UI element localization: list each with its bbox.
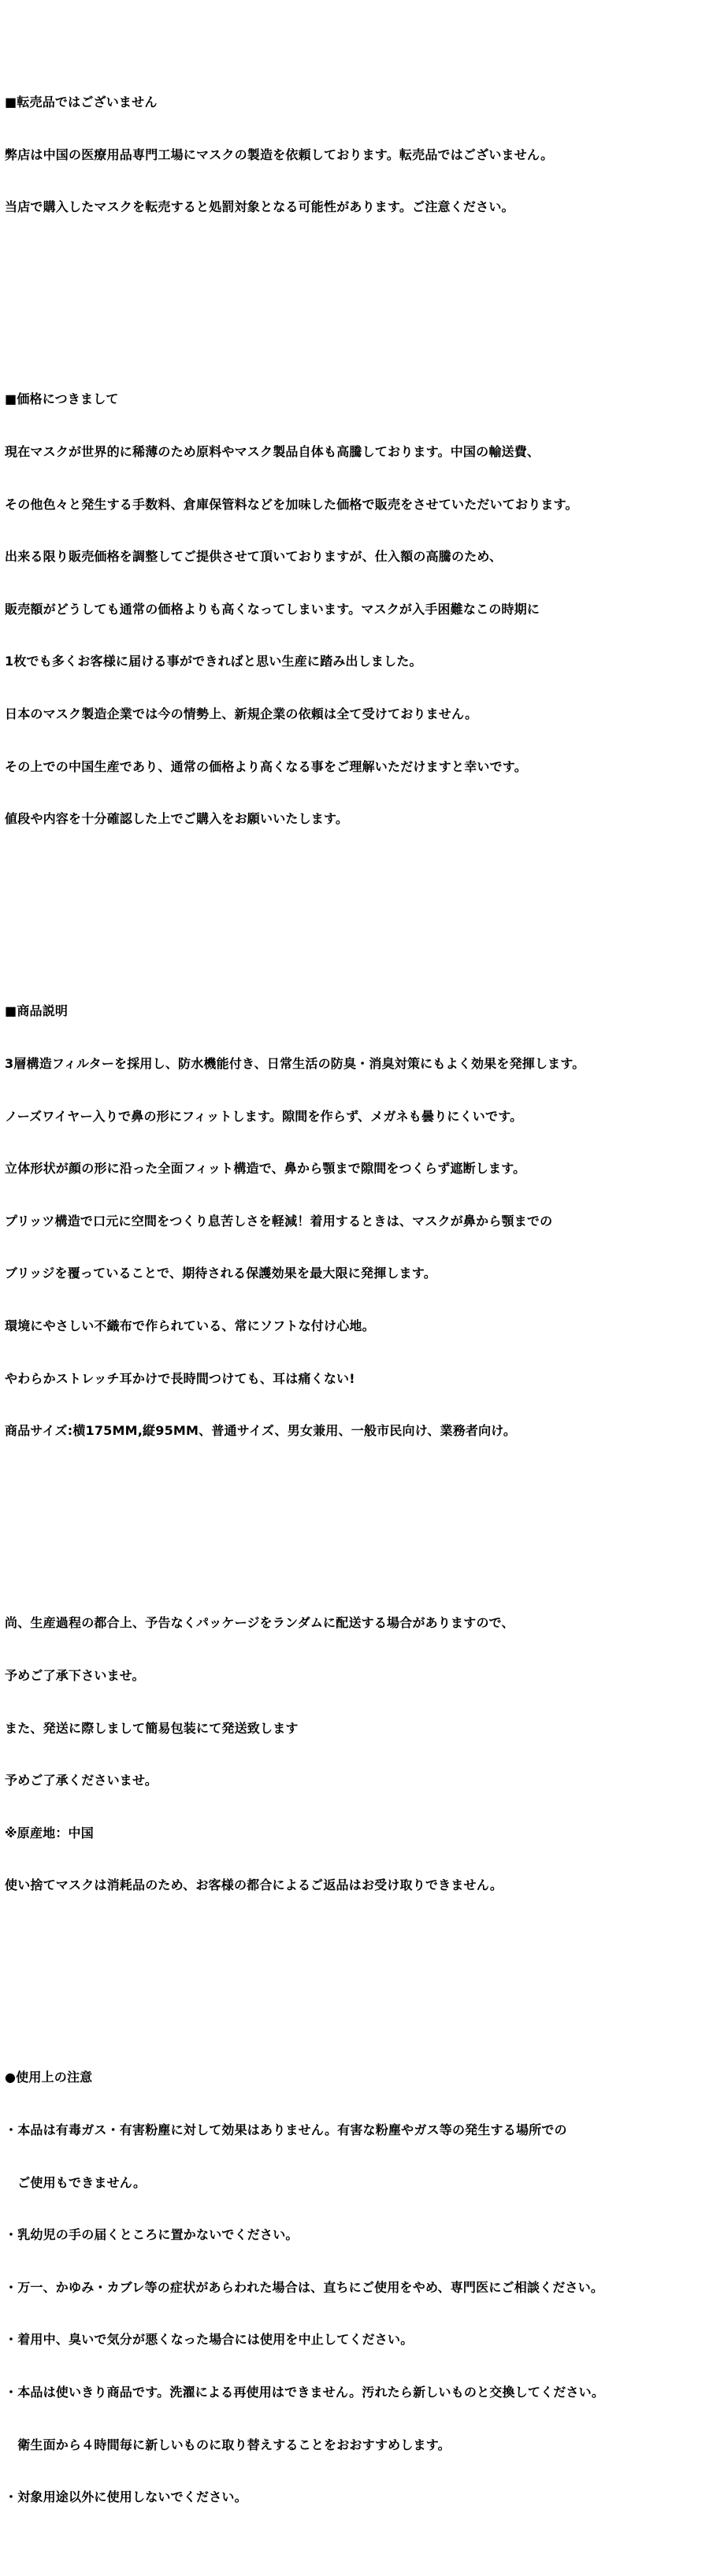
text-line: 衛生面から４時間毎に新しいものに取り替えすることをおおすすめします。 [5,2437,451,2452]
text-line: 予めご了承くださいませ。 [5,1773,158,1788]
text-line: 環境にやさしい不織布で作られている、常にソフトな付け心地。 [5,1318,375,1333]
text-line: また、発送に際しまして簡易包装にて発送致します [5,1720,299,1736]
text-line: ブリッジを覆っていることで、期待される保護効果を最大限に発揮します。 [5,1266,436,1281]
text-line: その他色々と発生する手数料、倉庫保管料などを加味した価格で販売をさせていただいております。 [5,496,578,512]
text-line: 商品サイズ:横175MM,縦95MM、普通サイズ、男女兼用、一般市民向け、業務者向け。 [5,1423,517,1439]
text-line: 値段や内容を十分確認した上でご購入をお願いいたします。 [5,811,349,827]
text-line: 3層構造フィルターを採用し、防水機能付き、日常生活の防臭・消臭対策にもよく効果を発揮します。 [5,1055,585,1071]
text-line: ※原産地：中国 [5,1825,94,1840]
paragraph-gap [5,1510,704,1527]
text-line: ・着用中、臭いで気分が悪くなった場合には使用を中止してください。 [5,2332,414,2348]
text-line: 立体形状が顔の形に沿った全面フィット構造で、鼻から顎まで隙間をつくらず遮断します。 [5,1161,526,1177]
section-heading: ●使用上の注意 [5,2070,93,2085]
text-line: 日本のマスク製造企業では今の情勢上、新規企業の依頼は全て受けておりません。 [5,706,478,721]
section-heading: ■商品説明 [5,1003,69,1019]
text-line: プリッツ構造で口元に空間をつくり息苦しさを軽減！着用するときは、マスクが鼻から顎までの [5,1213,553,1229]
section-resale-notice [5,59,704,251]
text-line: ・本品は有毒ガス・有害粉塵に対して効果はありません。有害な粉塵やガス等の発生する場所での [5,2122,567,2138]
text-line: 予めご了承下さいませ。 [5,1667,145,1683]
paragraph-gap [5,1964,704,1981]
text-line: ・本品は使いきり商品です。洗濯による再使用はできません。汚れたら新しいものと交換してください。 [5,2385,605,2400]
section-heading: ■転売品ではございません [5,95,158,110]
text-line: 現在マスクが世界的に稀薄のため原料やマスク製品自体も高騰しております。中国の輸送費、 [5,444,540,459]
text-line: ご使用もできません。 [5,2174,147,2190]
text-line: 使い捨てマスクは消耗品のため、お客様の都合によるご返品はお受け取りできません。 [5,1877,503,1893]
text-line: ・乳幼児の手の届くところに置かないでください。 [5,2227,299,2243]
paragraph-gap [5,286,704,303]
section-pricing [5,356,704,863]
text-line: 販売額がどうしても通常の価格よりも高くなってしまいます。マスクが入手困難なこの時期に [5,601,540,617]
section-shipping-notes [5,1580,704,1929]
text-line: 弊店は中国の医療用品専門工場にマスクの製造を依頼しております。転売品ではございません。 [5,146,554,162]
text-line: 尚、生産過程の都合上、予告なくパッケージをランダムに配送する場合がありますので、 [5,1615,514,1631]
paragraph-gap [5,898,704,915]
document-body [5,6,704,2576]
text-line: やわらかストレッチ耳かけで長時間つけても、耳は痛くない! [5,1370,355,1386]
text-line: 1枚でも多くお客様に届ける事ができればと思い生産に踏み出しました。 [5,654,422,669]
text-line: 出来る限り販売価格を調整してご提供させて頂いておりますが、仕入額の高騰のため、 [5,549,503,565]
text-line: ノーズワイヤー入りで鼻の形にフィットします。隙間を作らず、メガネも曇りにくいです。 [5,1108,523,1124]
section-usage-cautions [5,2034,704,2541]
text-line: ・対象用途以外に使用しないでください。 [5,2489,247,2505]
text-line: ・万一、かゆみ・カブレ等の症状があらわれた場合は、直ちにご使用をやめ、専門医にご相談ください。 [5,2279,604,2295]
text-line: 当店で購入したマスクを転売すると処罰対象となる可能性があります。ご注意ください。 [5,199,514,215]
text-line: その上での中国生産であり、通常の価格より高くなる事をご理解いただけますと幸いです。 [5,758,527,774]
section-heading: ■価格につきまして [5,391,119,407]
section-product-description [5,968,704,1475]
